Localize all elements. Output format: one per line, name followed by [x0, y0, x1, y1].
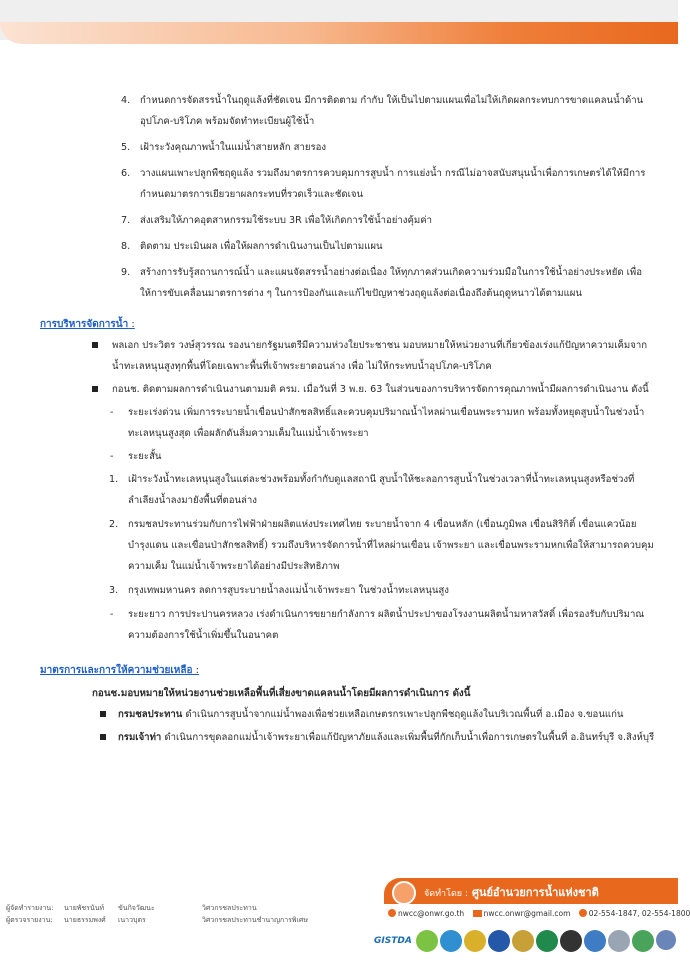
bullet-item: กรมชลประทาน ดำเนินการสูบน้ำจากแม่น้ำพองเพื่อช่วยเหลือเกษตรกรเพาะปลูกพืชฤดูแล้งในบริเวณพื้นที่ อ.เมือง จ.ขอนแก่น	[0, 704, 678, 725]
partner-logo-icon	[656, 930, 676, 950]
section-heading-assistance: มาตรการและการให้ความช่วยเหลือ :	[40, 665, 200, 676]
mail-icon	[473, 910, 482, 917]
phone-icon	[579, 909, 587, 917]
report-authors	[6, 902, 308, 926]
square-bullet-icon	[92, 386, 98, 392]
email-link[interactable]: nwcc.onwr@gmail.com	[483, 909, 571, 918]
partner-logo-icon	[608, 930, 630, 952]
list-item: 4. กำหนดการจัดสรรน้ำในฤดูแล้งที่ชัดเจน มีการติดตาม กำกับ ให้เป็นไปตามแผนเพื่อไม่ให้เกิดผลกระทบการขาดแคลนน้ำด้านอุปโภค-บริโภค พร้อมจัดทำทะเบียนผู้ใช้น้ำ	[121, 95, 644, 127]
footer-title: จัดทำโดย : ศูนย์อำนวยการน้ำแห่งชาติ	[424, 886, 599, 899]
section-heading-water-management: การบริหารจัดการน้ำ :	[40, 319, 135, 330]
dash-item: - ระยะสั้น	[110, 451, 162, 462]
list-item: 6. วางแผนเพาะปลูกพืชฤดูแล้ง รวมถึงมาตรการควบคุมการสูบน้ำ การแย่งน้ำ กรณีไม่อาจสนับสนุนน้ำเพื่อการเกษตรได้ให้มีการกำหนดมาตรการเยียวยาผลกระทบที่รวดเร็วและชัดเจน	[121, 168, 646, 200]
email-icon	[388, 909, 396, 917]
partner-logo-icon	[488, 930, 510, 952]
sub-list-item: 1. เฝ้าระวังน้ำทะเลหนุนสูงในแต่ละช่วงพร้อมทั้งกำกับดูแลสถานี สูบน้ำให้ชะลอการสูบน้ำในช่วงเวลาที่น้ำทะเลหนุนสูงหรือช่วงที่ลำเลียงน้ำลงมายังพื้นที่ตอนล่าง	[109, 474, 635, 506]
bullet-item: พลเอก ประวิตร วงษ์สุวรรณ รองนายกรัฐมนตรีมีความห่วงใยประชาชน มอบหมายให้หน่วยงานที่เกี่ยวข้องเร่งแก้ปัญหาความเค็มจากน้ำทะเลหนุนสูงทุกพื้นที่โดยเฉพาะพื้นที่เจ้าพระยาตอนล่าง เพื่อ ไม่ให้กระทบน้ำอุปโภค-บริโภค	[0, 335, 678, 377]
partner-logos	[374, 926, 678, 956]
nwcc-logo-icon	[392, 881, 416, 905]
square-bullet-icon	[100, 711, 106, 717]
phone-number: 02-554-1847, 02-554-1800	[588, 909, 690, 918]
list-item: 9. สร้างการรับรู้สถานการณ์น้ำ และแผนจัดสรรน้ำอย่างต่อเนื่อง ให้ทุกภาคส่วนเกิดความร่วมมือในการใช้น้ำอย่างประหยัด เพื่อให้การขับเคลื่อนมาตรการต่าง ๆ ในการป้องกันและแก้ไขปัญหาช่วงฤดูแล้งต่อเนื่องถึงต้นฤดูหนาวได้ตามแผน	[121, 267, 643, 299]
assistance-intro: กอนช.มอบหมายให้หน่วยงานช่วยเหลือพื้นที่เสี่ยงขาดแคลนน้ำโดยมีผลการดำเนินการ ดังนี้	[92, 688, 471, 699]
partner-logo-icon	[584, 930, 606, 952]
bullet-item: กรมเจ้าท่า ดำเนินการขุดลอกแม่น้ำเจ้าพระยาเพื่อแก้ปัญหาภัยแล้งและเพิ่มพื้นที่กักเก็บน้ำเพื่อการเกษตรในพื้นที่ อ.อินทร์บุรี จ.สิงห์บุรี	[0, 727, 678, 748]
square-bullet-icon	[92, 342, 98, 348]
dash-item: - ระยะยาว การประปานครหลวง เร่งดำเนินการขยายกำลังการ ผลิตน้ำประปาของโรงงานผลิตน้ำมหาสวัสดิ์ เพื่อรองรับกับปริมาณ ความต้องการใช้น้ำเพิ่มขึ้นในอนาคต	[110, 609, 645, 641]
partner-logo-icon	[416, 930, 438, 952]
list-item: 5. เฝ้าระวังคุณภาพน้ำในแม่น้ำสายหลัก สายรอง	[121, 142, 327, 153]
header-band-white	[0, 44, 678, 58]
header-band	[0, 0, 678, 58]
square-bullet-icon	[100, 734, 106, 740]
partner-logo-icon	[536, 930, 558, 952]
bullet-item: กอนช. ติดตามผลการดำเนินงานตามมติ ครม. เมื่อวันที่ 3 พ.ย. 63 ในส่วนของการบริหารจัดการคุณภาพน้ำมีผลการดำเนินงาน ดังนี้	[0, 379, 678, 400]
gistda-logo: GISTDA	[374, 936, 412, 946]
partner-logo-icon	[440, 930, 462, 952]
partner-logo-icon	[512, 930, 534, 952]
email-link[interactable]: nwcc@onwr.go.th	[398, 909, 465, 918]
sub-list-item: 3. กรุงเทพมหานคร ลดการสูบระบายน้ำลงแม่น้ำเจ้าพระยา ในช่วงน้ำทะเลหนุนสูง	[109, 585, 449, 596]
partner-logo-icon	[464, 930, 486, 952]
author-row: ผู้จัดทำรายงาน: นายพัชรนันท์ ขันกิจวัฒนะ วิศวกรชลประทาน	[6, 904, 257, 912]
footer	[0, 878, 690, 960]
list-item: 8. ติดตาม ประเมินผล เพื่อให้ผลการดำเนินงานเป็นไปตามแผน	[121, 241, 383, 252]
partner-logo-icon	[560, 930, 582, 952]
list-item: 7. ส่งเสริมให้ภาคอุตสาหกรรมใช้ระบบ 3R เพื่อให้เกิดการใช้น้ำอย่างคุ้มค่า	[121, 215, 433, 226]
header-band-orange	[0, 22, 678, 44]
contact-info	[388, 909, 690, 918]
partner-logo-icon	[632, 930, 654, 952]
dash-item: - ระยะเร่งด่วน เพิ่มการระบายน้ำเขื่อนป่าสักชลสิทธิ์และควบคุมปริมาณน้ำไหลผ่านเขื่อนพระรามหก พร้อมทั้งหยุดสูบน้ำในช่วงน้ำทะเลหนุนสูงสุด เพื่อผลักดันลิ่มความเค็มในแม่น้ำเจ้าพระยา	[110, 407, 645, 439]
author-row: ผู้ตรวจรายงาน: นายธรรมพงศ์ เนาวบุตร วิศวกรชลประทานชำนาญการพิเศษ	[6, 916, 308, 924]
sub-list-item: 2. กรมชลประทานร่วมกับการไฟฟ้าฝ่ายผลิตแห่งประเทศไทย ระบายน้ำจาก 4 เขื่อนหลัก (เขื่อนภูมิพล เขื่อนสิริกิติ์ เขื่อนแควน้อยบำรุงแดน และเขื่อนป่าสักชลสิทธิ์) รวมถึงบริหารจัดการน้ำที่ไหลผ่านเขื่อน เจ้าพระยา และเขื่อนพระรามหกเพื่อให้สามารถควบคุมความเค็ม ในแม่น้ำเจ้าพระยาได้อย่างมีประสิทธิภาพ	[109, 519, 654, 572]
report-body	[0, 90, 678, 750]
